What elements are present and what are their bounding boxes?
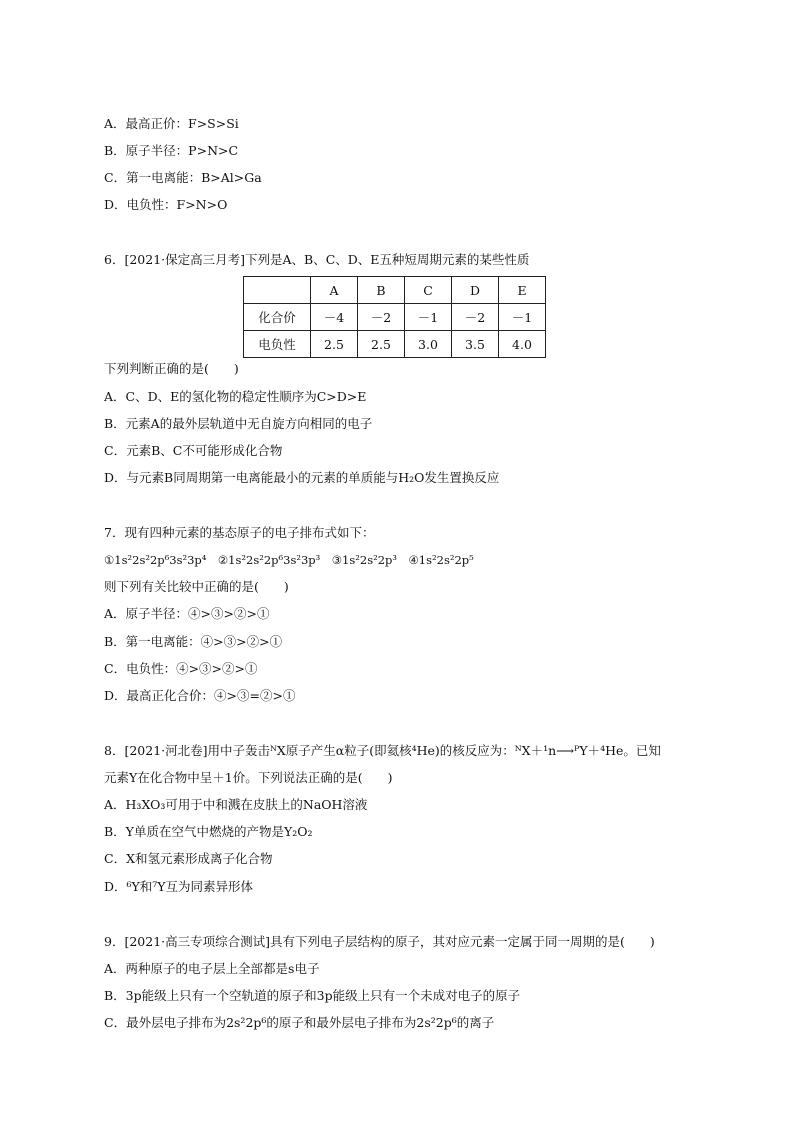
- q5-option-a: A．最高正价：F>S>Si: [104, 116, 239, 131]
- table-header-b: B: [358, 277, 405, 304]
- q7-stem: 7．现有四种元素的基态原子的电子排布式如下：: [104, 525, 375, 540]
- q9-option-c: C．最外层电子排布为2s²2p⁶的原子和最外层电子排布为2s²2p⁶的离子: [104, 1015, 495, 1030]
- q5-option-c: C．第一电离能：B>Al>Ga: [104, 170, 262, 185]
- q7-option-c: C．电负性：④>③>②>①: [104, 661, 258, 676]
- q6-option-a: A．C、D、E的氢化物的稳定性顺序为C>D>E: [104, 389, 367, 404]
- q9-option-a: A．两种原子的电子层上全部都是s电子: [104, 961, 320, 976]
- q8-option-c: C．X和氢元素形成离子化合物: [104, 851, 273, 866]
- q7-option-d: D．最高正化合价：④>③=②>①: [104, 688, 296, 703]
- table-cell: －2: [358, 304, 405, 331]
- q9-option-b: B．3p能级上只有一个空轨道的原子和3p能级上只有一个未成对电子的原子: [104, 988, 521, 1003]
- q8-stem-line1: 8．[2021·河北卷]用中子轰击ᴺX原子产生α粒子(即氦核⁴He)的核反应为：ᴺX＋¹n⟶ᴾY＋⁴He。已知: [104, 743, 661, 758]
- q6-stem: 6．[2021·保定高三月考]下列是A、B、C、D、E五种短周期元素的某些性质: [104, 252, 530, 267]
- table-cell: －2: [452, 304, 499, 331]
- q7-option-a: A．原子半径：④>③>②>①: [104, 606, 270, 621]
- q8-stem-line2: 元素Y在化合物中呈＋1价。下列说法正确的是( ): [104, 770, 393, 785]
- q5-option-b: B．原子半径：P>N>C: [104, 143, 239, 158]
- q6-option-b: B．元素A的最外层轨道中无自旋方向相同的电子: [104, 416, 373, 431]
- table-cell: －4: [311, 304, 358, 331]
- table-header-a: A: [311, 277, 358, 304]
- table-row: [244, 331, 546, 358]
- q5-option-d: D．电负性：F>N>O: [104, 197, 228, 212]
- table-header-row: [244, 277, 546, 304]
- q9-stem: 9．[2021·高三专项综合测试]具有下列电子层结构的原子，其对应元素一定属于同一周期的是( ): [104, 934, 655, 949]
- table-row: [244, 304, 546, 331]
- table-cell: 3.0: [405, 331, 452, 358]
- table-row-label: 化合价: [244, 304, 311, 331]
- table-header-c: C: [405, 277, 452, 304]
- table-cell: －1: [405, 304, 452, 331]
- q7-option-b: B．第一电离能：④>③>②>①: [104, 634, 283, 649]
- q6-properties-table: [243, 276, 546, 358]
- q6-option-c: C．元素B、C不可能形成化合物: [104, 443, 283, 458]
- q8-option-d: D．⁶Y和⁷Y互为同素异形体: [104, 879, 254, 894]
- table-cell: 2.5: [358, 331, 405, 358]
- q7-electron-configs: ①1s²2s²2p⁶3s²3p⁴ ②1s²2s²2p⁶3s²3p³ ③1s²2s²2p³ ④1s²2s²2p⁵: [104, 553, 474, 567]
- table-header-e: E: [499, 277, 546, 304]
- table-cell: 2.5: [311, 331, 358, 358]
- q8-option-a: A．H₃XO₃可用于中和溅在皮肤上的NaOH溶液: [104, 797, 368, 812]
- table-cell: 3.5: [452, 331, 499, 358]
- table-cell: 4.0: [499, 331, 546, 358]
- table-row-label: 电负性: [244, 331, 311, 358]
- table-cell: [244, 277, 311, 304]
- q8-option-b: B．Y单质在空气中燃烧的产物是Y₂O₂: [104, 824, 313, 839]
- q6-prompt: 下列判断正确的是( ): [104, 361, 239, 376]
- q7-prompt: 则下列有关比较中正确的是( ): [104, 579, 289, 594]
- table-header-d: D: [452, 277, 499, 304]
- table-cell: －1: [499, 304, 546, 331]
- q6-option-d: D．与元素B同周期第一电离能最小的元素的单质能与H₂O发生置换反应: [104, 470, 500, 485]
